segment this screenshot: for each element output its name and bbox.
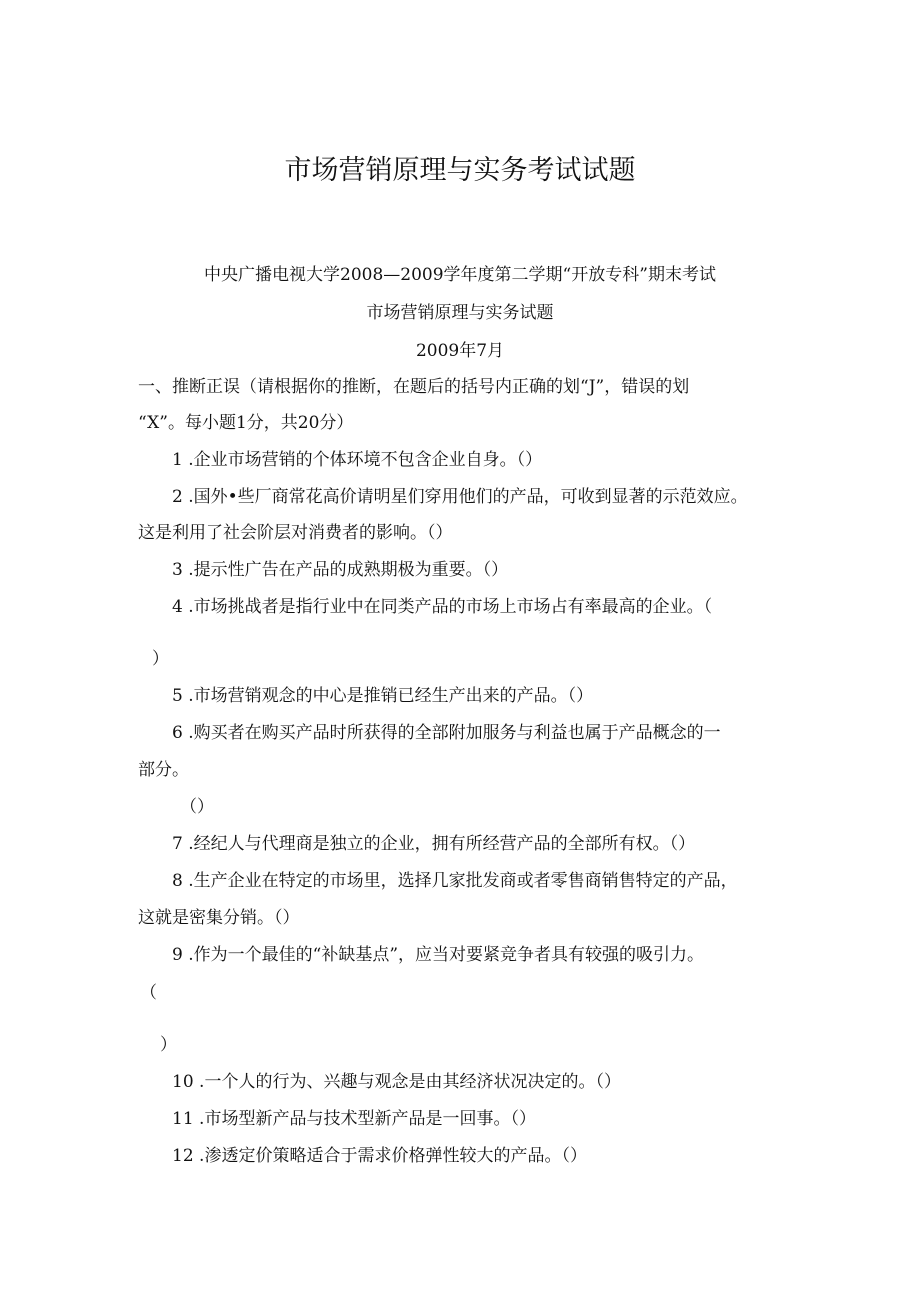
document-title: 市场营销原理与实务考试试题 [284, 155, 636, 186]
question-8-continued: 这就是密集分销。（） [138, 908, 300, 928]
question-9: 9 .作为一个最佳的“补缺基点”，应当对要紧竞争者具有较强的吸引力。 [172, 945, 705, 965]
section-heading-continued: “X”。每小题1分，共20分） [138, 413, 354, 433]
question-7: 7 .经纪人与代理商是独立的企业，拥有所经营产品的全部所有权。（） [172, 834, 696, 854]
section-heading: 一、推断正误（请根据你的推断，在题后的括号内正确的划“J”，错误的划 [138, 377, 690, 397]
question-4: 4 .市场挑战者是指行业中在同类产品的市场上市场占有率最高的企业。（ [172, 597, 713, 617]
question-6-answer-bracket: （） [180, 797, 214, 817]
exam-date: 2009年7月 [415, 341, 505, 361]
question-8: 8 .生产企业在特定的市场里，选择几家批发商或者零售商销售特定的产品， [172, 871, 738, 891]
question-2-continued: 这是利用了社会阶层对消费者的影响。（） [138, 523, 453, 543]
question-9-open-bracket: （ [140, 983, 157, 1003]
question-4-continued: ） [152, 649, 169, 669]
question-10: 10 .一个人的行为、兴趣与观念是由其经济状况决定的。（） [172, 1072, 621, 1092]
exam-subject: 市场营销原理与实务试题 [366, 303, 554, 323]
question-6-continued: 部分。 [138, 760, 189, 780]
question-5: 5 .市场营销观念的中心是推销已经生产出来的产品。（） [172, 686, 594, 706]
question-3: 3 .提示性广告在产品的成熟期极为重要。（） [172, 560, 509, 580]
question-1: 1 .企业市场营销的个体环境不包含企业自身。（） [172, 450, 543, 470]
question-12: 12 .渗透定价策略适合于需求价格弹性较大的产品。（） [172, 1146, 587, 1166]
question-11: 11 .市场型新产品与技术型新产品是一回事。（） [172, 1109, 536, 1129]
exam-header-line: 中央广播电视大学2008—2009学年度第二学期“开放专科”期末考试 [204, 265, 716, 285]
question-6: 6 .购买者在购买产品时所获得的全部附加服务与利益也属于产品概念的一 [172, 723, 721, 743]
question-9-close-bracket: ） [160, 1035, 177, 1055]
question-2: 2 .国外•些厂商常花高价请明星们穿用他们的产品，可收到显著的示范效应。 [172, 487, 748, 507]
